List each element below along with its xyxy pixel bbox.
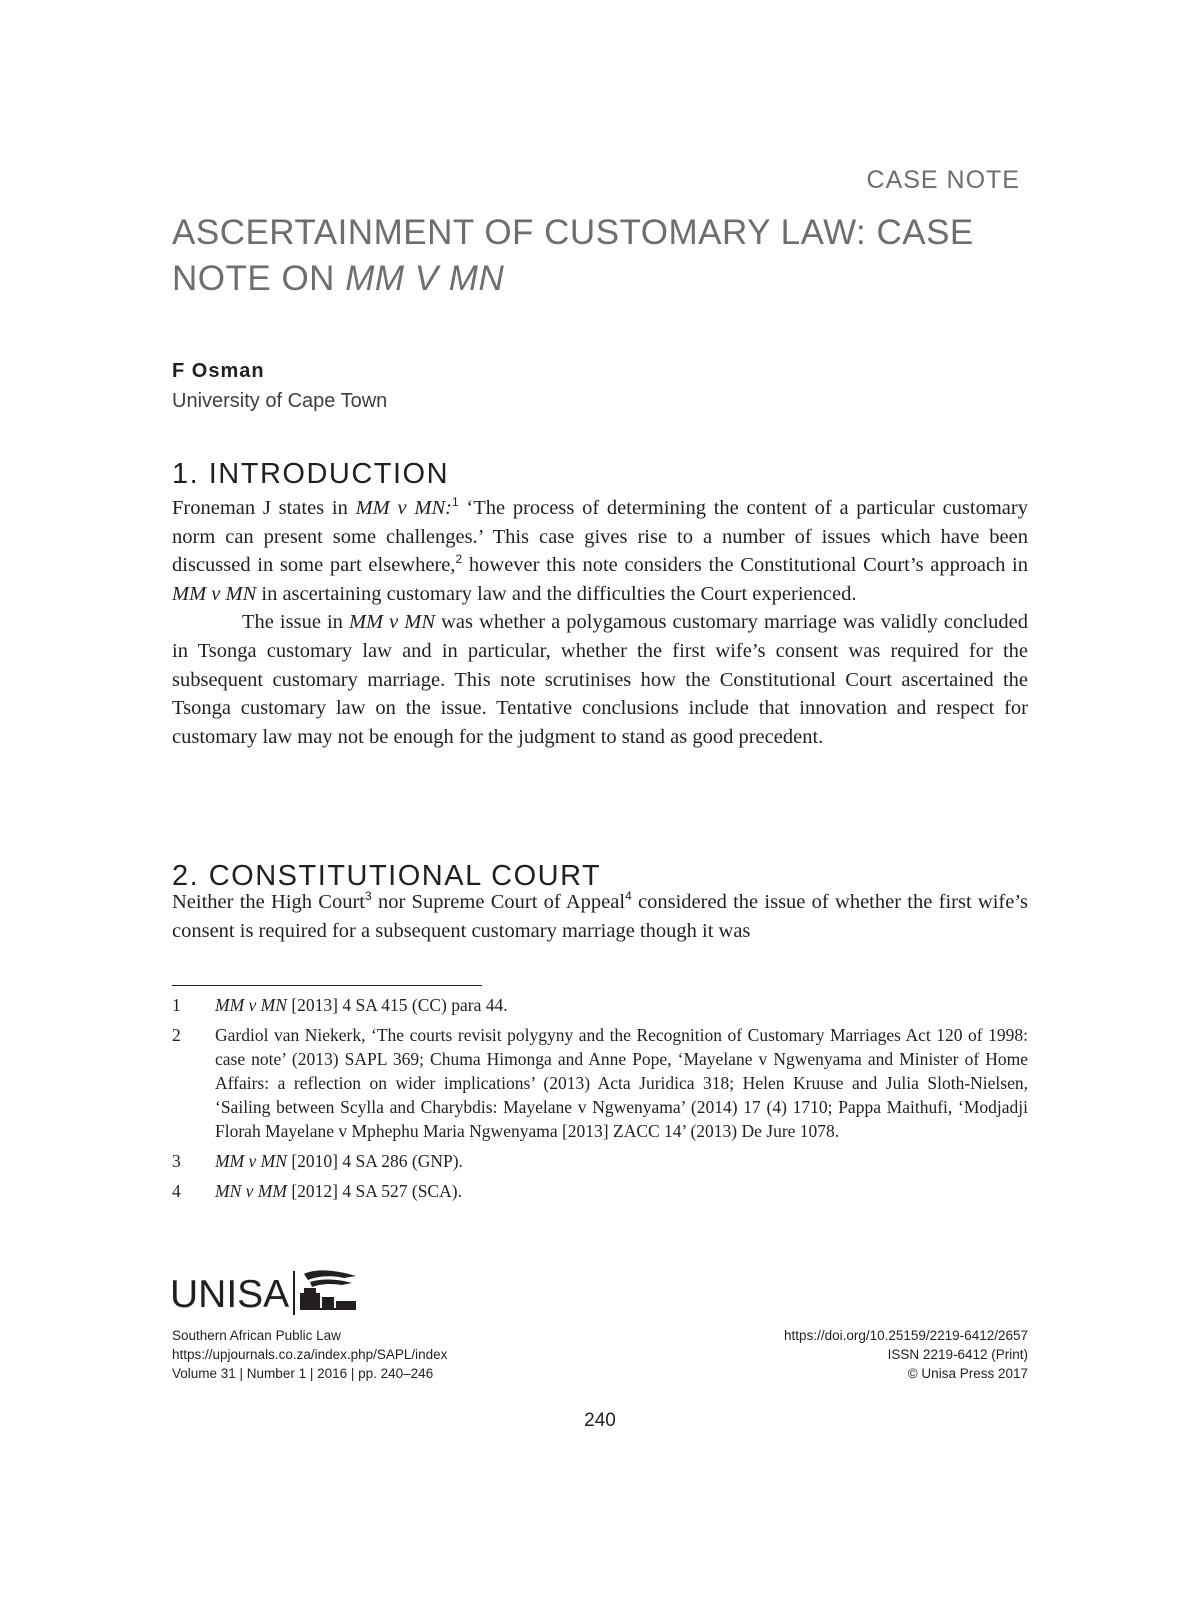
footnote-ref[interactable]: 4 (625, 889, 632, 903)
case-name: MM v MN (348, 611, 436, 634)
footnotes (172, 993, 1028, 1209)
footnote-number: 3 (172, 1151, 181, 1171)
footnote (172, 1149, 1028, 1173)
section-heading-introduction: 1. INTRODUCTION (172, 458, 450, 490)
case-name: MM v MN: (355, 497, 452, 519)
footnote-number: 2 (172, 1025, 181, 1045)
title-case-name: MM V MN (345, 259, 505, 298)
footnote (172, 993, 1028, 1017)
footnote-text: MM v MN [2013] 4 SA 415 (CC) para 44. (215, 995, 508, 1015)
case-note-label: CASE NOTE (866, 166, 1020, 194)
unisa-wordmark: UNISA (170, 1273, 290, 1316)
copyright: © Unisa Press 2017 (907, 1366, 1028, 1381)
author-name: F Osman (172, 360, 265, 382)
footnote-text: Gardiol van Niekerk, ‘The courts revisit polygyny and the Recognition of Customary Marriages Act 120 of 1998: case note’ (2013) SAPL 369; Chuma Himonga and Anne Pope, ‘Mayelane v Ngwenyama and Minister of Home Affairs: a reflection on wider implications’ (2013) Acta Juridica 318; Helen Kruuse and Julia Sloth-Nielsen, ‘Sailing between Scylla and Charybdis: Mayelane v Ngwenyama’ (2014) 17 (4) 1710; Pappa Maithufi, ‘Modjadji Florah Mayelane v Mphephu Maria Ngwenyama [2013] ZACC 14’ (2013) De Jure 1078. (215, 1025, 1028, 1141)
introduction-body (172, 494, 1028, 751)
footnote-ref[interactable]: 1 (451, 495, 459, 509)
issn: ISSN 2219-6412 (Print) (887, 1347, 1028, 1362)
title-text: ASCERTAINMENT OF CUSTOMARY LAW: CASE NOTE ON (172, 213, 974, 298)
unisa-logo (170, 1266, 360, 1315)
constitutional-court-body (172, 888, 1028, 945)
footnote-text: MN v MM [2012] 4 SA 527 (SCA). (215, 1181, 462, 1201)
journal-name: Southern African Public Law (172, 1328, 341, 1343)
page-number: 240 (584, 1410, 616, 1431)
footnote-number: 1 (172, 995, 181, 1015)
journal-volume: Volume 31 | Number 1 | 2016 | pp. 240–246 (172, 1366, 434, 1381)
publication-info (784, 1326, 1028, 1383)
paragraph: Neither the High Court$^3$ nor Supreme Court of Appeal$^4$ considered the issue of whether the first wife’s consent is required for a subsequent customary marriage though it was (172, 889, 1028, 942)
section-heading-constitutional-court: 2. CONSTITUTIONAL COURT (172, 860, 602, 892)
case-name: MM v MN (172, 582, 257, 605)
journal-url-link[interactable]: https://upjournals.co.za/index.php/SAPL/index (172, 1347, 448, 1362)
journal-info (172, 1326, 447, 1383)
article-title (172, 210, 1032, 302)
footnote-ref[interactable]: 2 (455, 552, 463, 567)
doi-link[interactable]: https://doi.org/10.25159/2219-6412/2657 (784, 1328, 1028, 1343)
paragraph: The issue in MM v MN was whether a polygamous customary marriage was validly concluded in Tsonga customary law and in particular, whether the first wife’s consent was required for the subsequent customary marriage. This note scrutinises how the Constitutional Court ascertained the Tsonga customary law on the issue. Tentative conclusions include that innovation and respect for customary law may not be enough for the judgment to stand as good precedent. (172, 611, 1028, 748)
author-affiliation: University of Cape Town (172, 390, 388, 412)
footnote (172, 1023, 1028, 1143)
footnote-text: MM v MN [2010] 4 SA 286 (GNP). (215, 1151, 463, 1171)
unisa-emblem-icon (298, 1266, 360, 1315)
logo-divider (293, 1271, 295, 1315)
footnote-ref[interactable]: 3 (365, 889, 372, 903)
footnote (172, 1179, 1028, 1203)
footnote-number: 4 (172, 1181, 181, 1201)
footnote-divider (172, 985, 482, 986)
paragraph: Froneman J states in MM v MN:$^1$ ‘The process of determining the content of a particular customary norm can present some challenges.’ This case gives rise to a number of issues which have been discussed in some part elsewhere,$^2$ however this note considers the Constitutional Court’s approach in MM v MN in ascertaining customary law and the difficulties the Court experienced. (172, 495, 1028, 605)
